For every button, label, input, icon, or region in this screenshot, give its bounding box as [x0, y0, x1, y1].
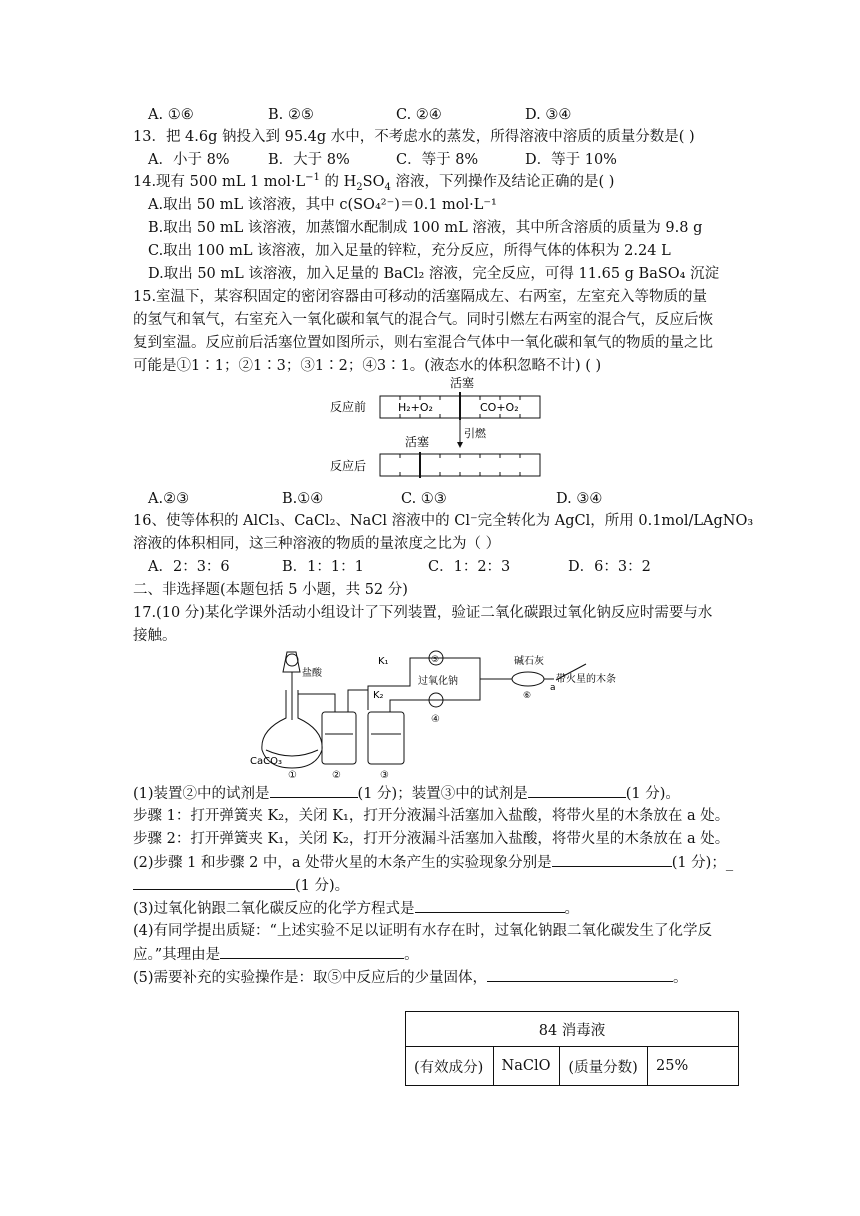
answer-blank[interactable] [415, 898, 565, 913]
num-5: ⑤ [431, 655, 440, 665]
answer-blank[interactable] [133, 875, 295, 890]
q16-option-a: A．2：3：6 [148, 559, 230, 575]
right-gas: CO+O₂ [480, 401, 519, 414]
answer-blank[interactable] [220, 944, 404, 959]
q16-line-2: 溶液的体积相同，这三种溶液的物质的量浓度之比为（ ） [133, 536, 501, 552]
q16-option-c: C．1：2：3 [428, 559, 511, 575]
q15-option-c: C. ①③ [401, 491, 447, 507]
caco3-label: CaCO₃ [250, 756, 282, 767]
q15-line-2: 的氢气和氧气，右室充入一氧化碳和氧气的混合气。同时引燃左右两室的混合气，反应后恢 [133, 312, 713, 328]
label-cell-percent: 25% [648, 1047, 739, 1086]
k2-label: K₂ [373, 690, 384, 701]
answer-blank[interactable] [487, 967, 673, 982]
hcl-label: 盐酸 [302, 668, 322, 679]
k1-label: K₁ [378, 656, 389, 667]
q12-option-d: D. ③④ [525, 107, 572, 123]
q13-option-d: D．等于 10% [525, 152, 617, 168]
q13-stem: 13．把 4.6g 钠投入到 95.4g 水中，不考虑水的蒸发，所得溶液中溶质的质量分数是( ) [133, 129, 695, 145]
q16-option-b: B．1：1：1 [282, 559, 364, 575]
sodalime-label: 碱石灰 [514, 656, 544, 667]
q15-option-a: A.②③ [148, 491, 190, 507]
section-heading: 二、非选择题(本题包括 5 小题，共 52 分) [133, 582, 408, 598]
funnel-bulb [286, 654, 298, 666]
ignite-arrow-head [457, 442, 463, 448]
q16-line-1: 16、使等体积的 AlCl₃、CaCl₂、NaCl 溶液中的 Cl⁻完全转化为 AgCl，所用 0.1mol/LAgNO₃ [133, 513, 754, 529]
q17-part-2: (2)步骤 1 和步骤 2 中，a 处带火星的木条产生的实验现象分别是 (1 分)；_ [133, 852, 733, 873]
point-a: a [550, 683, 556, 693]
piston-diagram [330, 374, 550, 484]
answer-blank[interactable] [528, 783, 626, 798]
q17-part-2-cont: (1 分)。 [133, 875, 349, 896]
q14-option-b: B.取出 50 mL 该溶液，加蒸馏水配制成 100 mL 溶液，其中所含溶质的质量为 9.8 g [148, 220, 703, 236]
left-gas: H₂+O₂ [398, 401, 433, 414]
q17-line-1: 17.(10 分)某化学课外活动小组设计了下列装置，验证二氧化碳跟过氧化钠反应时需要与水 [133, 605, 713, 621]
q17-step-2: 步骤 2：打开弹簧夹 K₁，关闭 K₂，打开分液漏斗活塞加入盐酸，将带火星的木条放在 a 处。 [133, 831, 730, 847]
q17-part-3: (3)过氧化钠跟二氧化碳反应的化学方程式是 。 [133, 898, 579, 919]
piston-label-top: 活塞 [450, 376, 475, 390]
q12-option-b: B. ②⑤ [268, 107, 314, 123]
label-cell-mass-fraction: (质量分数) [560, 1047, 648, 1086]
sodalime-tube [512, 672, 544, 686]
q12-option-c: C. ②④ [396, 107, 442, 123]
q14-option-a: A.取出 50 mL 该溶液，其中 c(SO₄²⁻)＝0.1 mol·L⁻¹ [148, 197, 497, 213]
bottle-2 [322, 712, 356, 764]
na2o2-label: 过氧化钠 [418, 676, 458, 687]
num-3: ③ [380, 770, 389, 778]
label-after: 反应后 [330, 459, 367, 473]
q13-option-b: B．大于 8% [268, 152, 350, 168]
q15-option-d: D. ③④ [556, 491, 603, 507]
q17-part-4-cont: 应。”其理由是 。 [133, 944, 419, 965]
answer-blank[interactable] [552, 852, 672, 867]
q12-option-a: A. ①⑥ [148, 107, 194, 123]
q15-line-1: 15.室温下，某容积固定的密闭容器由可移动的活塞隔成左、右两室，左室充入等物质的量 [133, 289, 708, 305]
splint-label: 带火星的木条 [556, 674, 616, 685]
num-6: ⑥ [523, 691, 532, 701]
q14-option-c: C.取出 100 mL 该溶液，加入足量的锌粒，充分反应，所得气体的体积为 2.24 L [148, 243, 671, 259]
ignite-label: 引燃 [464, 427, 486, 440]
q17-part-5: (5)需要补充的实验操作是：取⑤中反应后的少量固体， 。 [133, 967, 688, 988]
num-1: ① [288, 770, 297, 778]
bottle-3 [368, 712, 404, 764]
q16-option-d: D．6：3：2 [568, 559, 651, 575]
q17-part-4: (4)有同学提出质疑：“上述实验不足以证明有水存在时，过氧化钠跟二氧化碳发生了化学反 [133, 923, 712, 939]
q17-line-2: 接触。 [133, 628, 177, 644]
q15-option-b: B.①④ [282, 491, 324, 507]
num-4: ④ [431, 714, 440, 725]
q17-step-1: 步骤 1：打开弹簧夹 K₂，关闭 K₁，打开分液漏斗活塞加入盐酸，将带火星的木条放在 a 处。 [133, 808, 730, 824]
label-title: 84 消毒液 [406, 1012, 739, 1047]
label-before: 反应前 [330, 400, 367, 414]
q14-option-d: D.取出 50 mL 该溶液，加入足量的 BaCl₂ 溶液，完全反应，可得 11.65 g BaSO₄ 沉淀 [148, 266, 720, 282]
disinfectant-label [405, 1011, 739, 1086]
q17-part-1: (1)装置②中的试剂是 (1 分)；装置③中的试剂是 (1 分)。 [133, 783, 680, 804]
q14-stem: 14.现有 500 mL 1 $mol\cdot L^{-1}$ 的 $H_2SO_4$ 溶液，下列操作及结论正确的是( ) [133, 172, 615, 193]
answer-blank[interactable] [270, 783, 358, 798]
label-cell-ingredient: (有效成分) [406, 1047, 494, 1086]
q13-option-c: C．等于 8% [396, 152, 479, 168]
tube-1-2 [298, 694, 335, 712]
piston-label-bottom: 活塞 [405, 435, 430, 449]
q15-line-4: 可能是①1∶1；②1∶3；③1∶2；④3∶1。(液态水的体积忽略不计) ( ) [133, 358, 602, 374]
num-2: ② [332, 770, 341, 778]
label-cell-naclo: NaClO [493, 1047, 560, 1086]
apparatus-diagram [250, 650, 710, 778]
tube-3-4 [390, 700, 420, 712]
q13-option-a: A．小于 8% [148, 152, 230, 168]
q15-line-3: 复到室温。反应前后活塞位置如图所示，则右室混合气体中一氧化碳和氧气的物质的量之比 [133, 335, 713, 351]
